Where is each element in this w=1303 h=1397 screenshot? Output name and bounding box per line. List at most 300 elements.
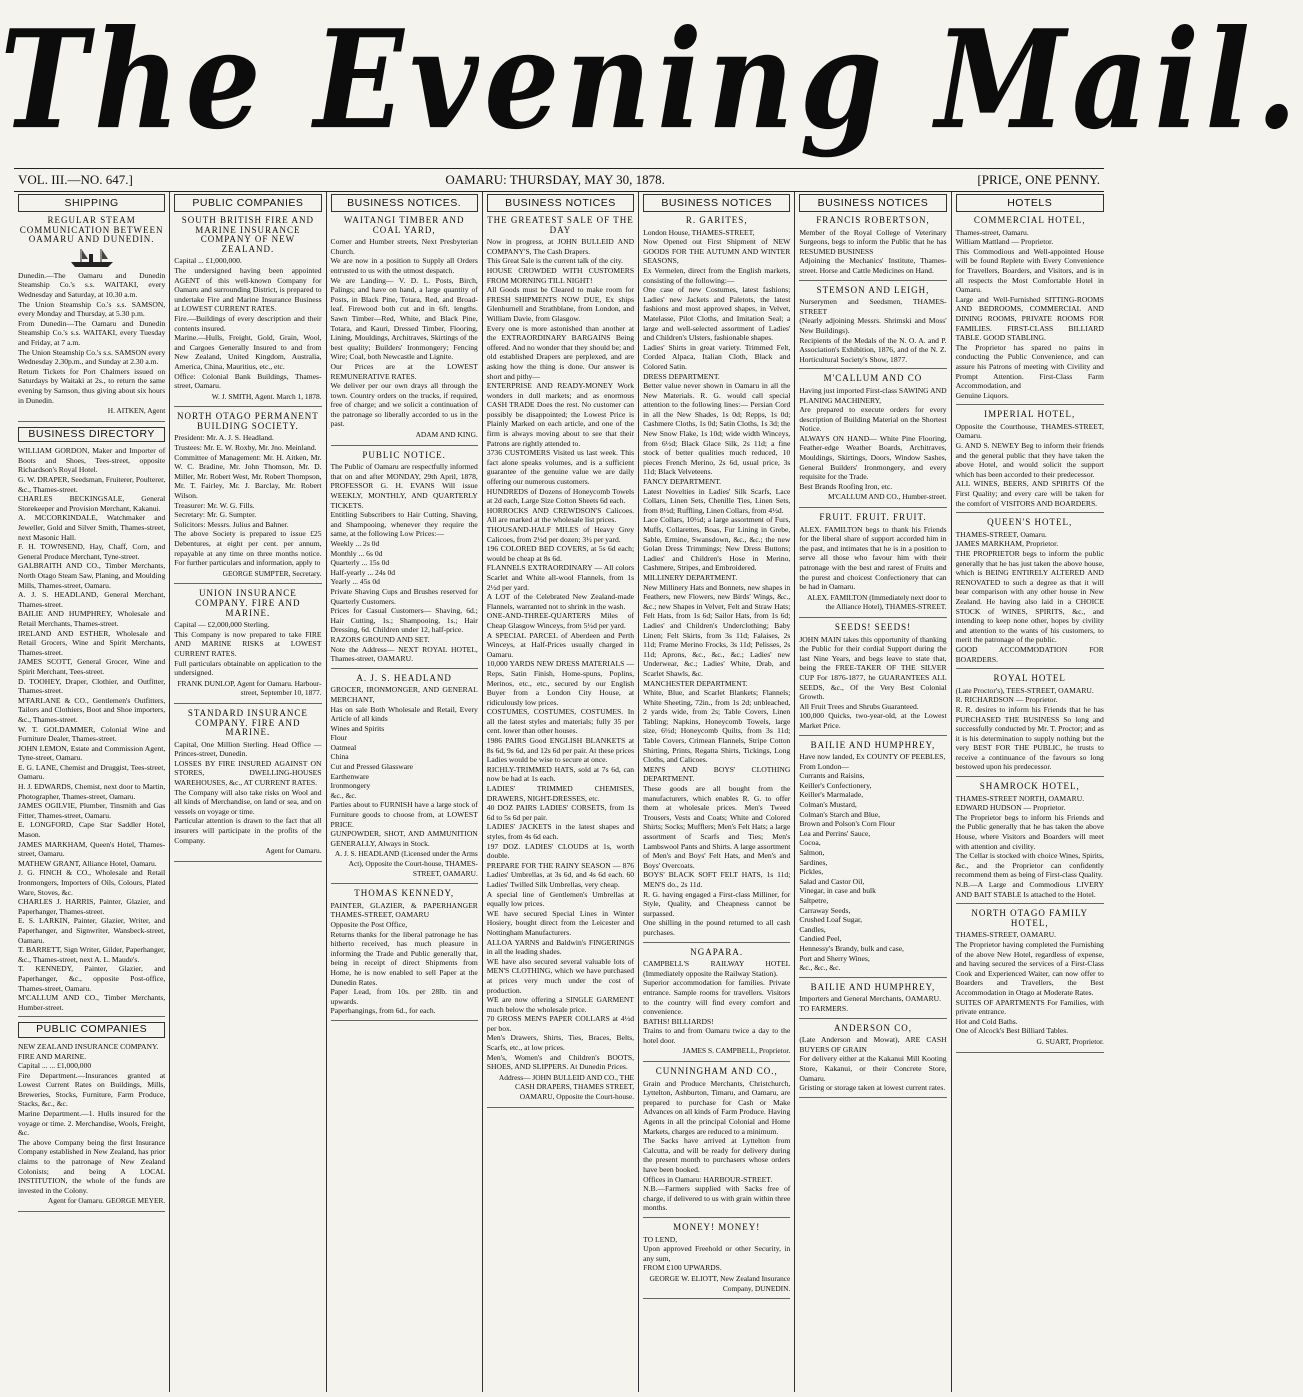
column-heading: BUSINESS NOTICES: [487, 194, 634, 212]
ad-signature: GEORGE W. ELIOTT, New Zealand Insurance Company, DUNEDIN.: [649, 1273, 791, 1293]
ad-title: IMPERIAL HOTEL,: [984, 409, 1076, 420]
ad-line: LADIES' JACKETS in the latest shapes and styles, from 4s 6d each.: [486, 822, 635, 841]
ad-line: (Late Proctor's), TEES-STREET, OAMARU.: [955, 685, 1094, 695]
advertisement: [331, 674, 478, 884]
column-heading: PUBLIC COMPANIES: [174, 194, 321, 212]
section-heading: PUBLIC COMPANIES: [18, 1022, 165, 1038]
ad-line: The Union Steamship Co.'s s.s. SAMSON every Wednesday 2.30p.m., and Sunday at 2.30 a.m.: [18, 347, 166, 367]
ad-line: Cut and Pressed Glassware: [330, 762, 413, 772]
ad-title: SOUTH BRITISH FIRE AND MARINE INSURANCE COMPANY OF NEW ZEALAND.: [181, 215, 315, 254]
advertisement: [331, 216, 478, 446]
advertisement: [799, 623, 946, 736]
ad-title: THE GREATEST SALE OF THE DAY: [487, 215, 634, 235]
advertisement: [174, 216, 321, 407]
ad-line: Earthenware: [330, 771, 369, 781]
ad-line: Office: Colonial Bank Buildings, Thames-street, Oamaru.: [174, 371, 322, 391]
ad-line: Salad and Castor Oil,: [799, 876, 865, 886]
ad-line: THAMES-STREET NORTH, OAMARU.: [955, 793, 1085, 803]
ad-line: M'CALLUM AND CO., Timber Merchants, Humber-street.: [18, 993, 166, 1012]
ad-title: QUEEN'S HOTEL,: [987, 517, 1073, 528]
ad-line: Yearly ... 45s 0d: [330, 577, 380, 587]
ad-line: R. G. having engaged a First-class Milliner, for Style, Quality, and Cheapness cannot be surpassed.: [643, 889, 791, 918]
ad-line: The Public of Oamaru are respectfully informed that on and after MONDAY, 29th April, 1878, PROFESSOR G. H. EVANS Will issue WEEKLY, MONTHLY, AND QUARTERLY TICKETS.: [330, 462, 478, 510]
ad-line: Has on sale Both Wholesale and Retail, Every Article of all kinds: [330, 704, 478, 724]
ad-line: Hot and Cold Baths.: [955, 1016, 1018, 1026]
ad-line: Capital — £2,000,000 Sterling.: [174, 620, 270, 630]
advertisement: [956, 782, 1104, 904]
ad-line: Gristing or storage taken at lowest current rates.: [799, 1083, 946, 1093]
ad-line: President: Mr. A. J. S. Headland.: [174, 433, 274, 443]
ad-line: JAMES MARKHAM, Proprietor.: [955, 539, 1059, 549]
column-1: [14, 192, 170, 1392]
advertisement: [643, 216, 790, 943]
ad-line: Colman's Mustard,: [799, 800, 857, 810]
ad-line: Solicitors: Messrs. Julius and Bahner.: [174, 519, 289, 529]
ad-line: This Great Sale is the current talk of the city.: [486, 256, 623, 266]
column-heading: HOTELS: [956, 194, 1104, 212]
ad-title: COMMERCIAL HOTEL,: [973, 215, 1086, 225]
ad-line: DRESS DEPARTMENT.: [643, 371, 720, 381]
ad-title: STANDARD INSURANCE COMPANY. FIRE AND MARINE.: [187, 707, 308, 738]
ad-line: GUNPOWDER, SHOT, AND AMMUNITION GENERALLY, Always in Stock.: [330, 829, 478, 848]
ad-line: Private Shaving Cups and Brushes reserved for Quarterly Customers.: [330, 586, 478, 606]
ad-line: Saltpetre,: [799, 896, 829, 905]
ad-line: N.B.—A Large and Commodious LIVERY AND BAIT STABLE Is attached to the Hotel.: [955, 880, 1104, 899]
ad-signature: M'CALLUM AND CO., Humber-street.: [827, 492, 947, 502]
ad-line: Member of the Royal College of Veterinary Surgeons, begs to inform the Public that he has RESUMED BUSINESS: [799, 227, 947, 256]
advertisement: [643, 1223, 790, 1299]
ad-signature: G. SUART, Proprietor.: [1036, 1036, 1104, 1046]
ad-line: These goods are all bought from the manufacturers, which enables R. G. to offer them at wholesale prices. Men's Tweed Trousers, Vests and Coats; White and Colored Shirts; Socks; Mufflers; Men's Felt Hats; a large assortment of Scarfs and Ties; Men's Lambswool Pants and Shirts. A large assortment of Men's and Boys' Felt Hats, and Men's and Boys' Overcoats.: [643, 784, 791, 870]
ad-line: Candied Peel,: [799, 934, 842, 944]
ad-title: FRUIT. FRUIT. FRUIT.: [819, 512, 927, 523]
ad-line: GROCER, IRONMONGER, AND GENERAL MERCHANT,: [330, 685, 478, 704]
ad-signature: Address— JOHN BULLEID AND CO., THE CASH DRAPERS, THAMES STREET, OAMARU, Opposite the Court-house.: [498, 1072, 635, 1102]
ad-title: SHAMROCK HOTEL,: [979, 781, 1080, 792]
ad-line: Paperhangings, from 6d., for each.: [330, 1006, 436, 1016]
ad-line: WE are now offering a SINGLE GARMENT much below the wholesale price.: [486, 995, 635, 1014]
ad-line: This Company is now prepared to take FIRE AND MARINE RISKS at LOWEST CURRENT RATES.: [174, 629, 322, 658]
advertisement: [174, 709, 321, 862]
ad-line: JOHN LEMON, Estate and Commission Agent, Tyne-street, Oamaru.: [18, 743, 166, 763]
ad-line: Grain and Produce Merchants, Christchurch, Lyttelton, Ashburton, Timaru, and Oamaru, are prepared to purchase for Cash or Make Advances on all kinds of Farm Produce. Having Agents in all the principal Colonial and Home Markets, charges are reduced to a minimum.: [643, 1078, 791, 1136]
ad-line: &c., &c., &c.: [799, 963, 841, 973]
ad-line: (Nearly adjoining Messrs. Shrimski and Moss' New Buildings).: [799, 316, 947, 335]
ad-line: THAMES-STREET, OAMARU.: [955, 930, 1057, 940]
advertisement: [174, 589, 321, 704]
column-4: [483, 192, 639, 1392]
ad-line: Offices in Oamaru: HARBOUR-STREET.: [643, 1174, 773, 1184]
advertisement: [956, 674, 1104, 777]
section-heading: BUSINESS DIRECTORY: [18, 427, 165, 443]
ad-line: Pickles,: [799, 867, 824, 877]
ad-line: Quarterly ... 15s 0d: [330, 558, 390, 568]
ad-line: 10,000 YARDS NEW DRESS MATERIALS — Reps, Satin Finish, Home-spuns, Poplins, Merinos, etc., etc., secured by our English Buyer from a London City House, at ridiculously low prices.: [486, 659, 635, 707]
ad-line: ALWAYS ON HAND— White Pine Flooring, Feather-edge Weather Boards, Architraves, Mouldings, Skirtings, Doors, Window Sashes, General Builders' Ironmongery, and every requisite for the Trade.: [799, 433, 947, 482]
ad-line: Marine Department.—1. Hulls insured for the voyage or time. 2. Merchandise, Wools, Freight, &c.: [18, 1109, 166, 1138]
ad-title: MONEY! MONEY!: [673, 1221, 761, 1232]
ad-line: A special line of Gentlemen's Umbrellas at equally low prices.: [486, 889, 635, 909]
ad-signature: W. J. SMITH, Agent. March 1, 1878.: [211, 391, 322, 401]
ad-line: Men's Drawers, Shirts, Ties, Braces, Belts, Scarfs, etc., at low prices.: [486, 1033, 635, 1053]
ad-line: One case of new Costumes, latest fashions; Ladies' new Jackets and Paletots, the latest fashions and most approved shapes, in Velvet, Matelasse, Pilot Cloths, and Imitation Seal; a large and well-selected assortment of Ladies' and Children's Ulsters, fashionable shapes.: [643, 285, 791, 343]
volume-number: VOL. III.—NO. 647.]: [18, 172, 133, 187]
ad-title: ROYAL HOTEL: [993, 673, 1066, 684]
advertisement: [799, 513, 946, 618]
ad-line: ALL WINES, BEERS, AND SPIRITS Of the First Quality; and every care will be taken for the comfort of VISITORS AND BOARDERS.: [955, 479, 1104, 508]
ad-line: 70 GROSS MEN'S PAPER COLLARS at 4½d per box.: [486, 1014, 635, 1033]
column-5: [639, 192, 795, 1392]
ad-line: Crushed Loaf Sugar,: [799, 915, 863, 925]
ad-line: Treasurer: Mr. W. G. Fills.: [174, 500, 255, 510]
advertisement: [956, 216, 1104, 405]
ad-line: Adjoining the Mechanics' Institute, Thames-street. Horse and Cattle Medicines on Hand.: [799, 256, 947, 275]
masthead: [0, 0, 1303, 160]
advertisement: [18, 427, 165, 1018]
ad-signature: H. AITKEN, Agent: [107, 406, 166, 416]
ad-line: WE have also secured several valuable lots of MEN'S CLOTHING, which we have purchased at prices very much under the cost of production.: [486, 956, 635, 995]
ad-line: Note the Address— NEXT ROYAL HOTEL, Thames-street, OAMARU.: [330, 644, 478, 664]
ad-line: Cocoa,: [799, 838, 821, 848]
ad-line: PREPARE FOR THE RAINY SEASON — 876 Ladies' Umbrellas, at 3s 6d, and 4s 6d each. 60 Ladies' Twilled Silk Umbrellas, very cheap.: [486, 860, 635, 889]
ad-line: FLANNELS EXTRAORDINARY — All colors Scarlet and White all-wool Flannels, from 1s 2½d per yard.: [486, 563, 635, 592]
ad-line: BOYS' BLACK SOFT FELT HATS, 1s 11d; MEN'S do., 2s 11d.: [643, 870, 791, 889]
ad-line: Every one is more astonished than another at the EXTRAORDINARY BARGAINS Being offered. And no wonder that they should be; and old established Drapers are perplexed, and are asking how the thing is done. Our answer is short and pithy—: [486, 323, 635, 381]
ad-line: The Union Steamship Co.'s s.s. SAMSON, every Monday and Thursday, at 5.30 p.m.: [18, 299, 166, 319]
ad-line: Opposite the Courthouse, THAMES-STREET, Oamaru.: [955, 421, 1104, 441]
ad-line: Corner and Humber streets, Next Presbyterian Church.: [330, 237, 478, 256]
ad-title: BAILIE AND HUMPHREY,: [810, 739, 936, 750]
column-heading: SHIPPING: [18, 194, 165, 212]
ad-line: Secretary: Mr. G. Sumpter.: [174, 510, 257, 520]
ad-line: BATHS! BILLIARDS!: [643, 1016, 714, 1026]
ad-line: WILLIAM GORDON, Maker and Importer of Boots and Shoes, Tees-street, opposite Richardson's Royal Hotel.: [18, 446, 166, 475]
ad-line: TO LEND,: [643, 1234, 678, 1244]
ad-line: Keiller's Marmalade,: [799, 790, 864, 800]
ad-line: Sardines,: [799, 857, 828, 867]
ad-line: TO FARMERS.: [799, 1003, 848, 1013]
ad-line: The Sacks have arrived at Lyttelton from Calcutta, and will be ready for delivery during the present month to purchasers whose orders have been booked.: [643, 1136, 791, 1174]
ad-title: PUBLIC NOTICE.: [362, 449, 446, 460]
ad-line: NEW ZEALAND INSURANCE COMPANY.: [18, 1041, 159, 1051]
advertisement: [799, 983, 946, 1019]
ad-line: CHARLES BECKINGSALE, General Storekeeper and Provision Merchant, Kakanui.: [18, 494, 166, 513]
ad-line: Candles,: [799, 924, 826, 934]
ad-line: Vinegar, in case and bulk: [799, 886, 876, 896]
ad-line: Ladies' Shirts in great variety. Trimmed Felt, Corded Alpaca, Italian Cloth, Black and Colored Satin.: [643, 342, 791, 371]
ad-line: Colman's Starch and Blue,: [799, 809, 880, 819]
ad-signature: JAMES S. CAMPBELL, Proprietor.: [682, 1046, 791, 1056]
ad-line: Keiller's Confectionery,: [799, 780, 872, 790]
ad-line: MATHEW GRANT, Alliance Hotel, Oamaru.: [18, 858, 157, 868]
ad-title: UNION INSURANCE COMPANY. FIRE AND MARINE.: [195, 588, 301, 618]
ad-line: N.B.—Farmers supplied with Sacks free of charge, if delivered to us with grain within three months.: [643, 1184, 791, 1213]
dateline: [14, 168, 1104, 192]
ad-line: R. RICHARDSON — Proprietor.: [955, 695, 1058, 705]
ad-line: Opposite the Post Office,: [330, 919, 408, 929]
ad-line: G. AND S. NEWEY Beg to inform their friends and the general public that they have taken the above Hotel, and would solicit the support which has been accorded to their predecessor.: [955, 441, 1104, 479]
ad-line: FANCY DEPARTMENT.: [643, 477, 722, 487]
ad-line: BAILIE AND HUMPHREY, Wholesale and Retail Merchants, Thames-street.: [18, 609, 166, 628]
ad-line: Entitling Subscribers to Hair Cutting, Shaving, and Shampooing, whenever they require the same, at the following Low Prices:—: [330, 510, 478, 539]
ad-line: ENTERPRISE AND READY-MONEY Work wonders in dull markets; and as enormous CASH TRADE Does the rest. No customer can possibly be disappointed; the Lowest Price is Plainly Marked on each article, and one of the firm is always moving about to see that their Patrons are rightly attended to.: [486, 381, 635, 448]
ad-line: The undersigned having been appointed AGENT of this well-known Company for Oamaru and surrounding District, is prepared to undertake Fire and Marine Insurance Business at LOWEST CURRENT RATES.: [174, 265, 322, 314]
ad-line: THAMES-STREET, Oamaru.: [955, 529, 1047, 539]
ad-line: JAMES SCOTT, General Grocer, Wine and Spirit Merchant, Tees-street.: [18, 657, 166, 676]
ad-line: Committee of Management: Mr. H. Aitken, Mr. W. C. Bradine, Mr. John Thomson, Mr. D. Miller, Mr. Robert West, Mr. Robert Thompson, Mr. T. Fairley, Mr. J. Barclay, Mr. Robert Wilson.: [174, 452, 322, 501]
ad-line: RICHLY-TRIMMED HATS, sold at 7s 6d, can now be had at 1s each.: [486, 764, 635, 784]
ad-line: PAINTER, GLAZIER, & PAPERHANGER THAMES-STREET, OAMARU: [330, 900, 478, 920]
ad-line: For delivery either at the Kakanui Mill Kooting Store, Kakanui, or their Concrete Store, Oamaru.: [799, 1054, 947, 1083]
advertisement: [331, 451, 478, 669]
ad-line: HOUSE CROWDED WITH CUSTOMERS FROM MORNING TILL NIGHT!: [486, 265, 635, 285]
steamship-icon: [69, 247, 115, 269]
ad-line: H. J. EDWARDS, Chemist, next door to Martin, Photographer, Thames-street, Oamaru.: [18, 782, 166, 801]
ad-line: Better value never shown in Oamaru in all the New Materials. R. G. would call special attention to the following lines:— Persian Cord in all the New Shades, 1s 0d; Repps, 1s 0d; Cashmere Cloths, 1s 0d; Satin Cloths, 1s 3d; the New Snow Flake, 1s 10d; wide width Winceys, from 6½d; Black Glace Silk, 2s 11d; a fine stock of better qualities much reduced, 10 pieces French Merino, 2s 6d, usual price, 3s 11d; Black Velveteens.: [643, 381, 791, 477]
ad-line: Are prepared to execute orders for every description of Building Material on the Shortest Notice.: [799, 405, 947, 434]
ad-signature: FRANK DUNLOP, Agent for Oamaru. Harbour-street, September 10, 1877.: [177, 678, 322, 698]
ad-line: We are Landing— V. D. L. Posts, Birch, Palings; and have on hand, a large quantity of Posts, in Black Pine, Totara, Red, and Broad-leaf. Firewood both cut and in 6ft. lengths. Sawn Timber—Red, White, and Black Pine, Totara, and Kauri, Dressed Timber, Flooring, Lining, Mouldings, Architraves, Skirtings of the best quality; Builders' Ironmongery; Fencing Wire; Coal, both Newcastle and Lignite.: [330, 275, 478, 362]
advertisement: [331, 889, 478, 1021]
ad-line: Half-yearly ... 24s 0d: [330, 567, 396, 577]
ad-line: WE have secured Special Lines in Winter Hosiery, bought direct from the Leicester and Nottingham Manufacturers.: [486, 908, 635, 937]
ad-line: HUNDREDS of Dozens of Honeycomb Towels at 2d each, Large Size Cotton Sheets 6d each.: [486, 486, 635, 506]
ad-signature: ALEX. FAMILTON (Immediately next door to the Alliance Hotel), THAMES-STREET.: [807, 592, 947, 612]
ad-line: We deliver per our own drays all through the town. Country orders on the trucks, if required, free of charge; and we solicit a continuation of the patronage so liberally accorded to us in the past.: [330, 381, 478, 429]
ad-line: 197 DOZ. LADIES' CLOUDS at 1s, worth double.: [486, 841, 635, 861]
ad-line: Return Tickets for Port Chalmers issued on Saturdays by Waitaki at 2s., to return the same evening by Samson, thus giving about six hours in Dunedin.: [18, 366, 166, 405]
ad-line: Importers and General Merchants, OAMARU.: [799, 994, 942, 1004]
ad-line: &c., &c.: [330, 790, 357, 800]
ad-line: Latest Novelties in Ladies' Silk Scarfs, Lace Collars, Linen Sets, Chenille Ties, Linen Sets, from 8½d; Ruffling, Linen Collars, from 4½d.: [643, 486, 791, 515]
ad-line: Ex Vermelen, direct from the English markets, consisting of the following:—: [643, 265, 791, 285]
ad-line: From Dunedin—The Oamaru and Dunedin Steamship Co.'s s.s. WAITAKI, every Tuesday and Friday, at 7 a.m.: [18, 318, 166, 347]
ad-line: Wines and Spirits: [330, 723, 385, 733]
ad-line: The above Company being the first Insurance Company established in New Zealand, has prior claims to the patronage of New Zealand Colonists; and being A LOCAL INSTITUTION, the whole of the funds are invested in the Colony.: [18, 1137, 166, 1195]
ad-line: Marine.—Hulls, Freight, Gold, Grain, Wool, and Cargoes Generally Insured to and from New Zealand, United Kingdom, Australia, America, China, Mauritius, etc., etc.: [174, 333, 322, 371]
masthead-title: The Evening Mail.: [0, 0, 1303, 160]
ad-line: GALBRAITH AND CO., Timber Merchants, North Otago Steam Saw, Planing, and Moulding Mills, Thames-street, Oamaru.: [18, 561, 166, 590]
ad-line: The Proprietor has spared no pains in conducting the Public Convenience, and can assure his Patrons of meeting with Civility and Prompt Attention. First-Class Farm Accommodation, and: [955, 342, 1104, 391]
ad-line: Parties about to FURNISH have a large stock of Furniture goods to choose from, at LOWEST PRICE.: [330, 800, 478, 829]
advertisement: [799, 1024, 946, 1098]
ad-line: LADIES' TRIMMED CHEMISES, DRAWERS, NIGHT-DRESSES, etc.: [486, 784, 635, 803]
ad-line: White, Blue, and Scarlet Blankets; Flannels; White Sheeting, 72in., from 1s 2d; unbleached, 2 yards wide, from 2s; Table Covers, Linen Tabling; Napkins, Honeycomb Towels, large size, 6½d; Honeycomb Quilts, from 3s 11d; Table Covers, Crimean Flannels, Stripe Cotton Shirting, Prints, Regatta Shirts, Tickings, Long Cloths, and Calicoes.: [643, 688, 791, 765]
ad-signature: Agent for Oamaru. GEORGE MEYER.: [47, 1196, 166, 1206]
ad-line: We are now in a position to Supply all Orders entrusted to us with the utmost despatch.: [330, 256, 478, 275]
column-heading: BUSINESS NOTICES: [799, 194, 946, 212]
ad-line: Lea and Perrins' Sauce,: [799, 828, 871, 838]
ad-line: GOOD ACCOMMODATION FOR BOARDERS.: [955, 644, 1104, 664]
ad-line: HORROCKS AND CREWDSON'S Calicoes. All are marked at the wholesale list prices.: [486, 505, 635, 525]
ad-line: A. MCCORKINDALE, Watchmaker and Jeweller, Gold and Silver Smith, Thames-street, next Masonic Hall.: [18, 513, 166, 542]
ad-line: (Late Anderson and Mowat), ARE CASH BUYERS OF GRAIN: [799, 1035, 947, 1054]
advertisement: [487, 216, 634, 1108]
advertisement: [18, 1022, 165, 1212]
column-heading: BUSINESS NOTICES.: [331, 194, 478, 212]
ad-line: 196 COLORED BED COVERS, at 5s 6d each; would be cheap at 8s 6d.: [486, 544, 635, 563]
ad-signature: GEORGE SUMPTER, Secretary.: [222, 568, 322, 578]
ad-line: Hennessy's Brandy, bulk and case,: [799, 943, 904, 953]
ad-line: RAZORS GROUND AND SET.: [330, 634, 430, 644]
ad-line: G. W. DRAPER, Seedsman, Fruiterer, Poulterer, &c., Thames-street.: [18, 475, 166, 494]
ad-line: China: [330, 752, 349, 762]
ad-line: Full particulars obtainable on application to the undersigned.: [174, 658, 322, 678]
column-heading: BUSINESS NOTICES: [643, 194, 790, 212]
advertisement: [956, 909, 1104, 1052]
ad-line: MANCHESTER DEPARTMENT.: [643, 678, 748, 688]
ad-line: F. H. TOWNSEND, Hay, Chaff, Corn, and General Produce Merchant, Tyne-street.: [18, 542, 166, 561]
ad-line: Flour: [330, 733, 347, 743]
ad-line: Having just imported First-class SAWING AND PLANING MACHINERY,: [799, 385, 947, 405]
ad-line: Now in progress, at JOHN BULLEID AND COMPANY'S, The Cash Drapers.: [486, 237, 635, 256]
advertisement: [956, 410, 1104, 513]
ad-line: D. TOOHEY, Draper, Clothier, and Outfitter, Thames-street.: [18, 676, 166, 696]
ad-line: Thames-street, Oamaru.: [955, 227, 1029, 237]
ad-line: 1986 PAIRS Good ENGLISH BLANKETS at 8s 6d, 9s 6d, and 12s 6d per pair. At these prices Ladies would be wise to secure at once.: [486, 736, 635, 765]
ad-line: Men's, Women's and Children's BOOTS, SHOES, AND SLIPPERS. At Dunedin Prices.: [486, 1052, 635, 1072]
ad-title: R. GARITES,: [685, 215, 748, 225]
ad-line: SUITES OF APARTMENTS For Families, with private entrance.: [955, 997, 1104, 1017]
ad-line: Have now landed, Ex COUNTY OF PEEBLES,: [799, 752, 946, 762]
ad-line: THOUSAND-HALF MILES of Heavy Grey Calicoes, from 2½d per dozen; 3½ per yard.: [486, 525, 635, 544]
ad-title: CUNNINGHAM AND CO.,: [655, 1066, 778, 1077]
ad-line: Particular attention is drawn to the fact that all insurers will participate in the profits of the Company.: [174, 816, 322, 845]
advertisement: [174, 412, 321, 584]
ad-line: The above Society is prepared to issue £25 Debentures, at eight per cent. per annum, repayable at any time on three months notice. For further particulars and information, apply to: [174, 529, 322, 568]
ad-line: London House, THAMES-STREET,: [643, 227, 755, 237]
ad-title: STEMSON AND LEIGH,: [816, 284, 930, 295]
ad-line: A. J. S. HEADLAND, General Merchant, Thames-street.: [18, 590, 166, 609]
ad-line: The Proprietor having completed the Furnishing of the above New Hotel, regardless of expense, and having secured the services of a First-Class Cook and Experienced Waiter, can now offer to Boarders and Travellers, the Best Accommodation in Otago at Moderate Rates.: [955, 939, 1104, 997]
ad-line: Currants and Raisins,: [799, 771, 865, 781]
ad-line: Weekly ... 2s 0d: [330, 539, 380, 548]
advertisement: [18, 216, 165, 422]
ad-line: IRELAND AND ESTHER, Wholesale and Retail Grocers, Wine and Spirit Merchants, Thames-street.: [18, 628, 166, 657]
ad-title: A. J. S. HEADLAND: [356, 672, 452, 683]
ad-line: Ironmongery: [330, 781, 371, 791]
ad-line: 3736 CUSTOMERS Visited us last week. This fact alone speaks volumes, and is a sufficient guarantee of the genuine value we are daily offering our numerous customers.: [486, 448, 635, 487]
ad-line: Paper Lead, from 10s. per 28lb. tin and upwards.: [330, 987, 478, 1006]
ad-line: E. S. LARKIN, Painter, Glazier, Writer, and Paperhanger, and Signwriter, Wansbeck-street, Oamaru.: [18, 916, 166, 945]
ad-line: CHARLES J. HARRIS, Painter, Glazier, and Paperhanger, Thames-street.: [18, 897, 166, 916]
advertisement: [799, 741, 946, 978]
ad-line: One of Alcock's Best Billiard Tables.: [955, 1026, 1069, 1036]
ad-line: THE PROPRIETOR begs to inform the public generally that he has just taken the above house, which is BEING ENTIRELY ALTERED AND RENOVATED to such a degree as that it will bear comparison with any other house in New Zealand. He having also laid in a CHOICE STOCK of WINES, SPIRITS, &c., and intending to keep none other, hopes by civility and attention to the wants of his customers, to merit the patronage of the public.: [955, 549, 1104, 645]
column-7: [952, 192, 1108, 1392]
advertisement: [799, 286, 946, 370]
ad-line: T. KENNEDY, Painter, Glazier, and Paperhanger, &c., opposite Post-office, Thames-street, Oamaru.: [18, 964, 166, 993]
price: [PRICE, ONE PENNY.: [977, 172, 1100, 187]
ad-line: Trustees: Mr. E. W. Roxby, Mr. Jno. Meinland.: [174, 443, 317, 453]
ad-line: One shilling in the pound returned to all cash purchases.: [643, 918, 791, 937]
ad-title: NORTH OTAGO FAMILY HOTEL,: [971, 908, 1089, 928]
ad-title: THOMAS KENNEDY,: [354, 888, 455, 899]
ad-line: Lace Collars, 10½d; a large assortment of Furs, Muffs, Collarettes, Boas, Fur Lining in Grebe, Sable, Ermine, Swansdown, &c., &c.; the new Golan Dress Trimmings; New Dress Buttons; Ladies' and Children's Hose in Merino, Cashmere, Stripes, and Embroidered.: [643, 515, 791, 573]
ad-title: NGAPARA.: [690, 946, 744, 957]
ad-line: Port and Sherry Wines,: [799, 953, 870, 963]
ad-signature: Agent for Oamaru.: [265, 846, 322, 856]
ad-line: New Millinery Hats and Bonnets, new shapes in Feathers, new Flowers, new Birds' Wings, &c., &c.; new Shapes in Velvet, Felt and Straw Hats; Felt Hats, from 1s 6d; Sailor Hats, from 1s 6d; Ladies' and Children's Underclothing; Baby Linen; Felt Skirts, from 3s 11d; Falaises, 2s 11d; Frame Merino Frocks, 3s 11d; Pelisses, 2s 11d; Aprons, &c., &c., &c.; Ladies' new Underwear, &c.; Ladies' White, Drab, and Scarlet Shawls, &c.: [643, 582, 791, 678]
ad-line: ALLOA YARNS and Baldwin's FINGERINGS in all the leading shades.: [486, 937, 635, 957]
ad-line: Capital ... ... £1,000,000: [18, 1061, 92, 1071]
ad-line: Superior accommodation for families. Private entrance. Sample rooms for travellers. Visitors to the country will find every comfort and convenience.: [643, 978, 791, 1017]
ad-line: ALEX. FAMILTON begs to thank his Friends for the liberal share of support accorded him in the past, and intimates that he is in a position to serve all those who favour him with their patronage with the best and rarest of Fruits and the purest and choicest Confectionery that can be had in Oamaru.: [799, 524, 947, 592]
columns: [14, 192, 1108, 1392]
ad-line: E. G. LANE, Chemist and Druggist, Tees-street, Oamaru.: [18, 762, 166, 782]
column-3: [327, 192, 483, 1392]
ad-signature: A. J. S. HEADLAND (Licensed under the Arms Act), Opposite the Court-house, THAMES-STREET, OAMARU.: [334, 849, 478, 878]
ad-line: R. R. desires to inform his Friends that he has PURCHASED THE BUSINESS So long and successfully conducted by Mr. T. Proctor; and as it is his determination to supply nothing but the very BEST FOR THE PUBLIC, he trusts to receive a continuance of the favours so long bestowed upon his predecessor.: [955, 704, 1104, 772]
ad-line: Nurserymen and Seedsmen, THAMES-STREET: [799, 297, 947, 316]
ad-title: ANDERSON CO,: [833, 1022, 912, 1033]
ad-line: Recipients of the Medals of the N. O. A. and P. Association's Exhibition, 1876, and of the N. Z. Horticultural Society's Show, 1877.: [799, 335, 947, 364]
ad-title: SEEDS! SEEDS!: [834, 621, 912, 632]
ad-line: Returns thanks for the liberal patronage he has hitherto received, has much pleasure in informing the Trade and Public generally that, being in receipt of direct Shipments from Home, he is now enabled to sell Paper at the Dunedin Rates.: [330, 929, 478, 987]
ad-line: M'FARLANE & CO., Gentlemen's Outfitters, Tailors and Clothiers, Boot and Shoe importers, &c., Thames-street.: [18, 695, 166, 724]
ad-line: A SPECIAL PARCEL of Aberdeen and Perth Winceys, at Half-Prices usually charged in Oamaru.: [486, 630, 635, 659]
advertisement: [643, 1067, 790, 1218]
ad-line: The Proprietor begs to inform his Friends and the Public generally that he has taken the above House, where Visitors and Boarders will meet with attention and civility.: [955, 812, 1104, 851]
ad-line: COSTUMES, COSTUMES, COSTUMES. In all the latest styles and materials; fully 35 per cent. lower than other houses.: [486, 707, 635, 736]
ad-line: W. T. GOLDAMMER, Colonial Wine and Furniture Dealer, Thames-street.: [18, 724, 166, 744]
ad-line: Our Prices are at the LOWEST REMUNERATIVE RATES.: [330, 361, 478, 381]
ad-line: Now Opened out First Shipment of NEW GOODS FOR THE AUTUMN AND WINTER SEASONS,: [643, 237, 791, 266]
ad-line: JAMES MARKHAM, Queen's Hotel, Thames-street, Oamaru.: [18, 839, 166, 859]
ad-line: 40 DOZ PAIRS LADIES' CORSETS, from 1s 6d to 5s 6d per pair.: [486, 803, 635, 822]
ad-line: Large and Well-Furnished SITTING-ROOMS AND BEDROOMS, COMMERCIAL AND DINING ROOMS, PRIVATE ROOMS FOR FAMILIES. FIRST-CLASS BILLIARD TABLE. GOOD STABLING.: [955, 294, 1104, 343]
ad-line: Capital, One Million Sterling. Head Office — Princes-street, Dunedin.: [174, 739, 322, 759]
ad-line: This Commodious and Well-appointed House will be found Replete with Every Convenience for Travellers, Boarders, and Visitors, and is in all respects the Most Comfortable Hotel in Oamaru.: [955, 246, 1104, 295]
ad-line: Carraway Seeds,: [799, 905, 851, 915]
ad-line: The Company will also take risks on Wool and all kinds of Merchandise, on land or sea, and on vessels on voyage or time.: [174, 787, 322, 816]
ad-line: Prices for Casual Customers— Shaving, 6d.; Hair Cutting, 1s.; Shampooing, 1s.; Hair Dressing, 6d. Children under 12, half-price.: [330, 606, 478, 635]
ad-line: The Cellar is stocked with choice Wines, Spirits, &c., and the Proprietor can confidently recommend them as being of First-class Quality.: [955, 851, 1104, 880]
ad-line: Oatmeal: [330, 742, 357, 752]
ad-line: 100,000 Quicks, two-year-old, at the Lowest Market Price.: [799, 711, 947, 730]
ad-line: EDWARD HUDSON — Proprietor.: [955, 803, 1066, 813]
ad-line: FROM £100 UPWARDS.: [643, 1263, 722, 1273]
ad-line: ONE-AND-THREE-QUARTERS Miles of Cheap Glasgow Winceys, from 5½d per yard.: [486, 611, 635, 630]
ad-line: Genuine Liquors.: [955, 390, 1009, 400]
ad-line: From London—: [799, 761, 849, 771]
ad-line: Capital ... £1,000,000.: [174, 256, 242, 266]
ad-title: WAITANGI TIMBER AND COAL YARD,: [343, 215, 465, 235]
ad-signature: ADAM AND KING.: [415, 430, 478, 440]
advertisement: [643, 948, 790, 1063]
ad-title: FRANCIS ROBERTSON,: [816, 215, 930, 225]
ad-line: William Mattland — Proprietor.: [955, 237, 1054, 247]
ad-line: Trains to and from Oamaru twice a day to the hotel door.: [643, 1026, 791, 1045]
ad-line: J. G. FINCH & CO., Wholesale and Retail Ironmongers, Importers of Oils, Colours, Plated Ware, Stoves, &c.: [18, 868, 166, 897]
ad-line: FIRE AND MARINE.: [18, 1051, 87, 1061]
ad-line: Brown and Polson's Corn Flour: [799, 819, 896, 829]
ad-line: JOHN MAIN takes this opportunity of thanking the Public for their cordial Support during the last Nine Years, and begs leave to state that, being the FREE-TAKER OF THE SILVER CUP For 1876-1877, he GUARANTEES ALL SEEDS, &c., Of the Very Best Colonial Growth.: [799, 634, 947, 702]
advertisement: [799, 216, 946, 281]
ad-line: MILLINERY DEPARTMENT.: [643, 572, 738, 582]
ad-line: Fire.—Buildings of every description and their contents insured.: [174, 313, 322, 333]
ad-line: Salmon,: [799, 848, 825, 858]
ad-title: REGULAR STEAM COMMUNICATION BETWEEN OAMARU AND DUNEDIN.: [19, 215, 164, 245]
ad-line: A LOT of the Celebrated New Zealand-made Flannels, warranted not to shrink in the wash.: [486, 592, 635, 611]
ad-title: BAILIE AND HUMPHREY,: [810, 981, 936, 992]
column-2: [170, 192, 326, 1392]
advertisement: [956, 518, 1104, 669]
ad-line: MEN'S AND BOYS' CLOTHING DEPARTMENT.: [643, 764, 791, 784]
ad-line: E. LONGFORD, Cape Star Saddler Hotel, Mason.: [18, 820, 166, 840]
ad-line: CAMPBELL'S RAILWAY HOTEL (Immediately opposite the Railway Station).: [643, 959, 791, 978]
ad-line: Dunedin.—The Oamaru and Dunedin Steamship Co.'s s.s. WAITAKI, every Wednesday and Saturday, at 10.30 a.m.: [18, 270, 166, 299]
